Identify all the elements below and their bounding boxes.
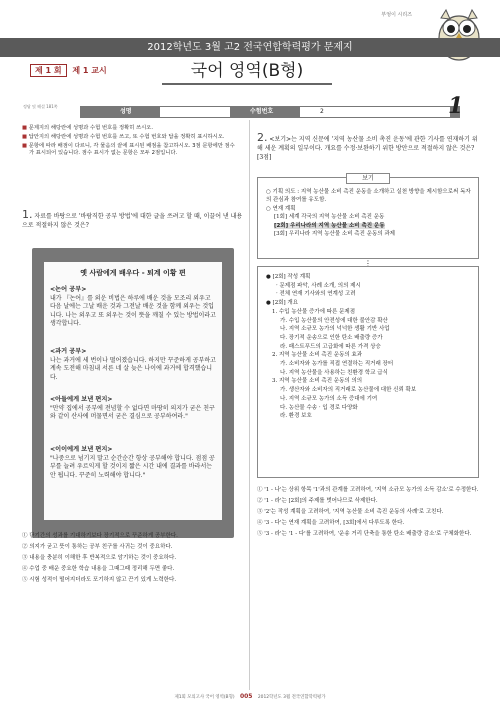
footer-right: 2012학년도 3월 전국연합학력평가 bbox=[257, 695, 326, 700]
exam-no-field bbox=[300, 107, 450, 117]
name-label: 성명 bbox=[120, 108, 132, 115]
bogi-line: ○ 연재 계획 bbox=[266, 205, 296, 212]
bogi-line: 3. 지역 농산물 소비 촉진 운동의 의의 bbox=[272, 378, 363, 385]
bogi-line: ○ 기획 의도 : 지역 농산물 소비 촉진 운동을 소개하고 실천 방향을 제시함으로써 독자의 관심과 참여를 유도함. bbox=[266, 189, 471, 204]
bogi-line: · 전체 연재 기사와의 연계성 고려 bbox=[276, 291, 356, 298]
question-1 bbox=[22, 210, 244, 230]
bogi-box-plan bbox=[257, 177, 479, 259]
question-text: <보기>는 지역 신문에 '지역 농산물 소비 촉진 운동'에 관한 기사를 연재하기 위해 세운 계획의 일부이다. 개요를 수정·보완하기 위한 방안으로 적절하지 않은 것은? [3점] bbox=[257, 136, 478, 161]
bogi-highlight-line: [2회] 우리나라의 지역 농산물 소비 촉진 운동 bbox=[274, 222, 385, 229]
bogi-line: 가. 소비자와 농가를 직접 연결하는 직거래 장터 bbox=[280, 361, 394, 368]
q1-options bbox=[22, 531, 244, 586]
question-number: 1. bbox=[22, 208, 33, 221]
ellipsis: ⋮ bbox=[364, 259, 372, 268]
notebook-title: 옛 사람에게 배우다 - 퇴계 이황 편 bbox=[80, 269, 186, 277]
session-box: 제 1 회 bbox=[30, 64, 67, 77]
answer-option[interactable]: ② '1 - 라'는 [2회]의 주제를 벗어나므로 삭제한다. bbox=[257, 498, 378, 504]
question-text: 자료를 바탕으로 '바람직한 공부 방법'에 대한 글을 쓰려고 할 때, 이끌어 낸 내용으로 적절하지 않은 것은? bbox=[22, 213, 243, 229]
exam-title-bar bbox=[0, 38, 500, 57]
exam-title: 2012학년도 3월 고2 전국연합학력평가 문제지 bbox=[147, 42, 353, 53]
page-footer bbox=[0, 693, 500, 700]
bogi-line: · 문제점 파악, 사례 소개, 의의 제시 bbox=[276, 282, 361, 289]
q2-options bbox=[257, 485, 479, 540]
session-label bbox=[30, 64, 107, 77]
exam-no-value: 2 bbox=[320, 108, 324, 115]
notebook-section: <아들에게 보낸 편지> "만약 집에서 공부에 전념할 수 없다면 마땅히 의지가 굳은 친구와 같이 산사에 머물면서 굳은 결심으로 공부하여라." bbox=[50, 396, 215, 421]
bogi-line: 나. 지역 농산물을 사용하는 친환경 학교 급식 bbox=[280, 369, 388, 376]
bogi-line: 라. 패스트푸드의 고급화에 따른 가격 상승 bbox=[280, 343, 381, 350]
bogi-line: ● [2회] 작성 계획 bbox=[266, 274, 311, 280]
notebook-section: <이이에게 보낸 편지> "나중으로 넘기지 말고 순간순간 항상 공부해야 합니다. 점점 공부를 늘려 우르익게 할 것이지 짧은 시간 내에 결과를 바라서는 안 됩니다. 꾸준히 노력해야 합니다." bbox=[50, 446, 215, 479]
instruction-item: ■ 답안지의 해당란에 성명과 수험 번호를 쓰고, 또 수험 번호와 답을 정확히 표시하시오. bbox=[22, 134, 225, 140]
exam-no-label: 수험번호 bbox=[250, 108, 274, 115]
session-text: 제 1 교시 bbox=[72, 66, 107, 75]
answer-option[interactable]: ① '1 - 나'는 상위 항목 '1'과의 관계를 고려하여, '지역 소규모 농가의 소득 감소'로 수정한다. bbox=[257, 487, 479, 493]
name-field bbox=[160, 107, 230, 117]
answer-ref-note: 정답 및 해설 181쪽 bbox=[23, 104, 58, 109]
instructions bbox=[22, 125, 237, 159]
footer-page: 005 bbox=[239, 693, 253, 700]
answer-option[interactable]: ③ '2'는 작성 계획을 고려하여, '지역 농산물 소비 촉진 운동의 사례'로 고친다. bbox=[257, 509, 444, 515]
bogi-label: 보기 bbox=[346, 173, 390, 184]
bogi-line: ● [2회] 개요 bbox=[266, 300, 299, 307]
bogi-line: 2. 지역 농산물 소비 촉진 운동의 효과 bbox=[272, 352, 363, 359]
series-label: 부엉이 시리즈 bbox=[381, 12, 412, 18]
bogi-line: 다. 장기적 운송으로 인한 탄소 배출량 증가 bbox=[280, 334, 383, 341]
bogi-line: 가. 생산자와 소비자의 직거래로 농산물에 대한 신뢰 확보 bbox=[280, 387, 417, 394]
answer-option[interactable]: ④ '3 - 다'는 연재 계획을 고려하여, [3회]에서 다루도록 한다. bbox=[257, 520, 405, 526]
bogi-line: [1회] 세계 각국의 지역 농산물 소비 촉진 운동 bbox=[274, 214, 385, 221]
instruction-item: ■ 문제지의 해당란에 성명과 수험 번호를 정확히 쓰시오. bbox=[22, 125, 154, 131]
question-2 bbox=[257, 133, 479, 162]
notebook-page bbox=[44, 262, 222, 520]
subject-title: 국어 영역(B형) bbox=[162, 59, 332, 85]
notebook-section: <과거 공부> 나는 과거에 세 번이나 떨어졌습니다. 하지만 꾸준하게 공부하고 계속 도전해 마침내 서른 네 살 늦은 나이에 과거에 합격했습니다. bbox=[50, 348, 216, 381]
bogi-line: 라. 환경 보호 bbox=[280, 413, 312, 420]
answer-option[interactable]: ⑤ '3 - 라'는 '1 - 다'를 고려하여, '운송 거리 단축을 통한 탄소 배출량 감소'로 구체화한다. bbox=[257, 531, 472, 537]
answer-option[interactable]: ④ 수업 중 배운 중요한 학습 내용을 그때그때 정리해 두면 좋다. bbox=[22, 566, 175, 572]
footer-left: 제1회 모의고사 국어 영역(B형) bbox=[174, 695, 235, 700]
column-divider bbox=[249, 120, 250, 690]
question-number: 2. bbox=[257, 131, 268, 144]
bogi-line: [3회] 우리나라 지역 농산물 소비 촉진 운동의 과제 bbox=[274, 231, 395, 238]
answer-option[interactable]: ② 의지가 굳고 뜻이 통하는 공부 친구를 사귀는 것이 중요하다. bbox=[22, 544, 173, 550]
notebook-section: <논어 공부> 내가 『논어』를 외운 비법은 하루에 배운 것을 모조리 외우고 다음 날에는 그날 배운 것과 그전날 배운 것을 함께 외우는 것입니다. 나는 외우고 또 외우는 것이 뜻을 깨칠 수 있는 방법이라고 생각합니다. bbox=[50, 286, 216, 328]
bogi-line: 나. 지역 소규모 농가의 소득 증대에 기여 bbox=[280, 395, 378, 402]
bogi-line: 나. 지역 소규모 농가의 넉넉한 생활 기반 사업 bbox=[280, 326, 390, 333]
answer-option[interactable]: ③ 내용을 충분히 이해한 후 반복적으로 암기하는 것이 중요하다. bbox=[22, 555, 177, 561]
bogi-line: 다. 농산물 수송 · 입 경로 다양화 bbox=[280, 404, 358, 411]
page-number: 1 bbox=[448, 93, 464, 119]
answer-option[interactable]: ① 단기간의 성과를 기대하기보다 장기적으로 꾸준하게 공부한다. bbox=[22, 533, 178, 539]
instruction-item: ■ 문항에 따라 배점이 다르니, 각 물음의 끝에 표시된 배점을 참고하시오. 3점 문항에만 점수가 표시되어 있습니다. 점수 표시가 없는 문항은 모두 2점입니다. bbox=[22, 143, 235, 156]
name-exam-row bbox=[80, 106, 460, 118]
answer-option[interactable]: ⑤ 시험 성적이 떨어지더라도 포기하지 않고 끈기 있게 노력한다. bbox=[22, 577, 177, 583]
bogi-box-outline bbox=[257, 266, 479, 478]
bogi-line: 1. 수입 농산물 증가에 따른 문제점 bbox=[272, 308, 356, 315]
bogi-line: 가. 수입 농산물의 안전성에 대한 불안감 확산 bbox=[280, 317, 388, 324]
